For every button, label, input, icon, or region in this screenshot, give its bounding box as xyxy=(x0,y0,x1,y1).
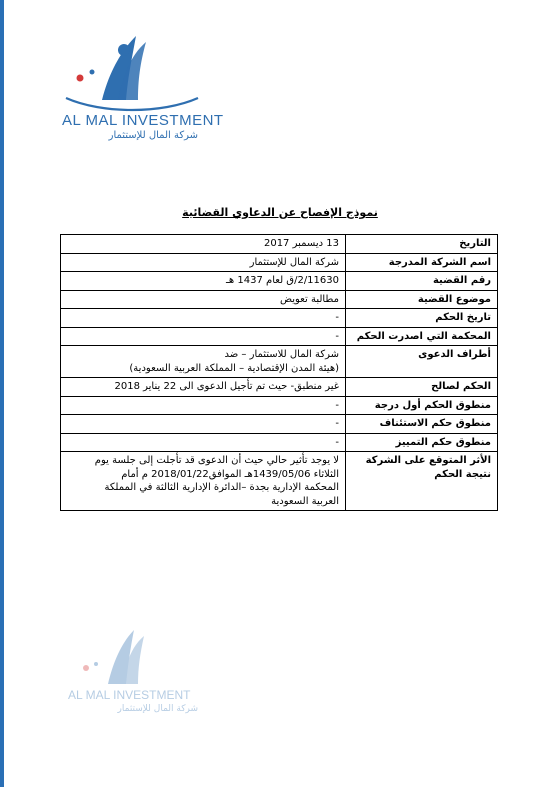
watermark-logo-icon xyxy=(68,624,198,688)
table-row xyxy=(61,433,498,452)
row-value: غير منطبق- حيث تم تأجيل الدعوى الى 22 يناير 2018 xyxy=(61,378,346,397)
table-row xyxy=(61,452,498,511)
company-logo xyxy=(62,28,224,148)
row-label: منطوق حكم التمييز xyxy=(346,433,498,452)
row-value-line: الثلاثاء 1439/05/06هـ الموافق2018/01/22 م أمام xyxy=(121,468,339,480)
table-row xyxy=(61,253,498,272)
watermark-text-ar: شركة المال للإستثمار xyxy=(117,704,198,714)
table-row xyxy=(61,378,498,397)
row-label: تاريخ الحكم xyxy=(346,309,498,328)
row-value: 2/11630/ق لعام 1437 هـ xyxy=(61,272,346,291)
table-row xyxy=(61,396,498,415)
table-row xyxy=(61,290,498,309)
row-label: منطوق حكم الاستئناف xyxy=(346,415,498,434)
row-value-line: المحكمة الإدارية بجدة –الدائرة الإدارية الثالثة في المملكة xyxy=(104,482,339,493)
row-value xyxy=(61,346,346,378)
row-value-line: شركة المال للاستثمار – ضد xyxy=(224,349,339,360)
row-label: التاريخ xyxy=(346,235,498,254)
row-label: أطراف الدعوى xyxy=(346,346,498,378)
row-label: موضوع القضية xyxy=(346,290,498,309)
page-title: نموذج الإفصاح عن الدعاوي القضائية xyxy=(182,206,378,219)
row-value-line: (هيئة المدن الإقتصادية – المملكة العربية السعودية) xyxy=(129,362,339,374)
row-value-line: لا يوجد تأثير حالي حيث أن الدعوى قد تأجلت إلى جلسة يوم xyxy=(94,455,339,466)
row-value: 13 ديسمبر 2017 xyxy=(61,235,346,254)
table-row xyxy=(61,272,498,291)
table-row xyxy=(61,309,498,328)
row-label: المحكمة التي اصدرت الحكم xyxy=(346,327,498,346)
disclosure-table xyxy=(60,234,498,511)
table-row xyxy=(61,415,498,434)
table-row xyxy=(61,235,498,254)
row-value: - xyxy=(61,309,346,328)
logo-text-ar: شركة المال للإستثمار xyxy=(108,130,198,141)
watermark-text-en: AL MAL INVESTMENT xyxy=(68,688,191,702)
al-mal-investment-logo-icon xyxy=(62,28,202,112)
row-label: منطوق الحكم أول درجة xyxy=(346,396,498,415)
watermark-logo xyxy=(68,624,198,734)
row-label: رقم القضية xyxy=(346,272,498,291)
row-value: - xyxy=(61,433,346,452)
row-value: - xyxy=(61,396,346,415)
table-row xyxy=(61,327,498,346)
logo-text-en: AL MAL INVESTMENT xyxy=(62,112,224,129)
row-label: الأثر المتوقع على الشركة نتيجة الحكم xyxy=(346,452,498,511)
row-value: شركة المال للإستثمار xyxy=(61,253,346,272)
row-value: - xyxy=(61,415,346,434)
row-value: مطالبة تعويض xyxy=(61,290,346,309)
row-value: - xyxy=(61,327,346,346)
table-row xyxy=(61,346,498,378)
row-value xyxy=(61,452,346,511)
row-value-line: العربية السعودية xyxy=(271,495,339,507)
left-accent-bar xyxy=(0,0,4,787)
row-label: اسم الشركة المدرجة xyxy=(346,253,498,272)
row-label: الحكم لصالح xyxy=(346,378,498,397)
